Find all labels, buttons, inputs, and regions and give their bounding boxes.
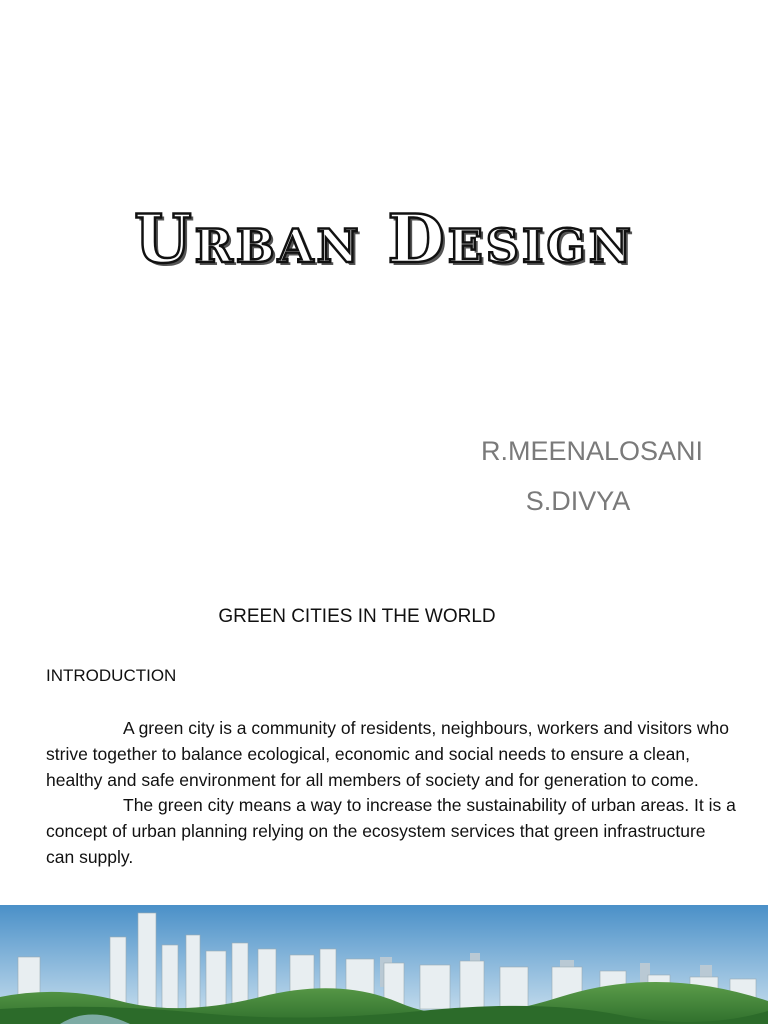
city-skyline-photo-icon bbox=[0, 905, 768, 1024]
body-text bbox=[46, 716, 736, 871]
author-name-1: R.MEENALOSANI bbox=[480, 436, 704, 466]
author-name-2: S.DIVYA bbox=[525, 486, 631, 516]
slide-title: Urban Design bbox=[134, 200, 634, 278]
paragraph-1: A green city is a community of residents, neighbours, workers and visitors who strive together to balance ecological, economic and social needs to ensure a clean, healthy and safe environment for all members of society and for generation to come. bbox=[46, 718, 729, 790]
document-heading: GREEN CITIES IN THE WORLD bbox=[218, 606, 496, 627]
section-label: INTRODUCTION bbox=[46, 666, 177, 685]
paragraph-2: The green city means a way to increase the sustainability of urban areas. It is a concept of urban planning relying on the ecosystem services that green infrastructure can supply. bbox=[46, 795, 736, 867]
city-skyline-image bbox=[0, 905, 768, 1024]
